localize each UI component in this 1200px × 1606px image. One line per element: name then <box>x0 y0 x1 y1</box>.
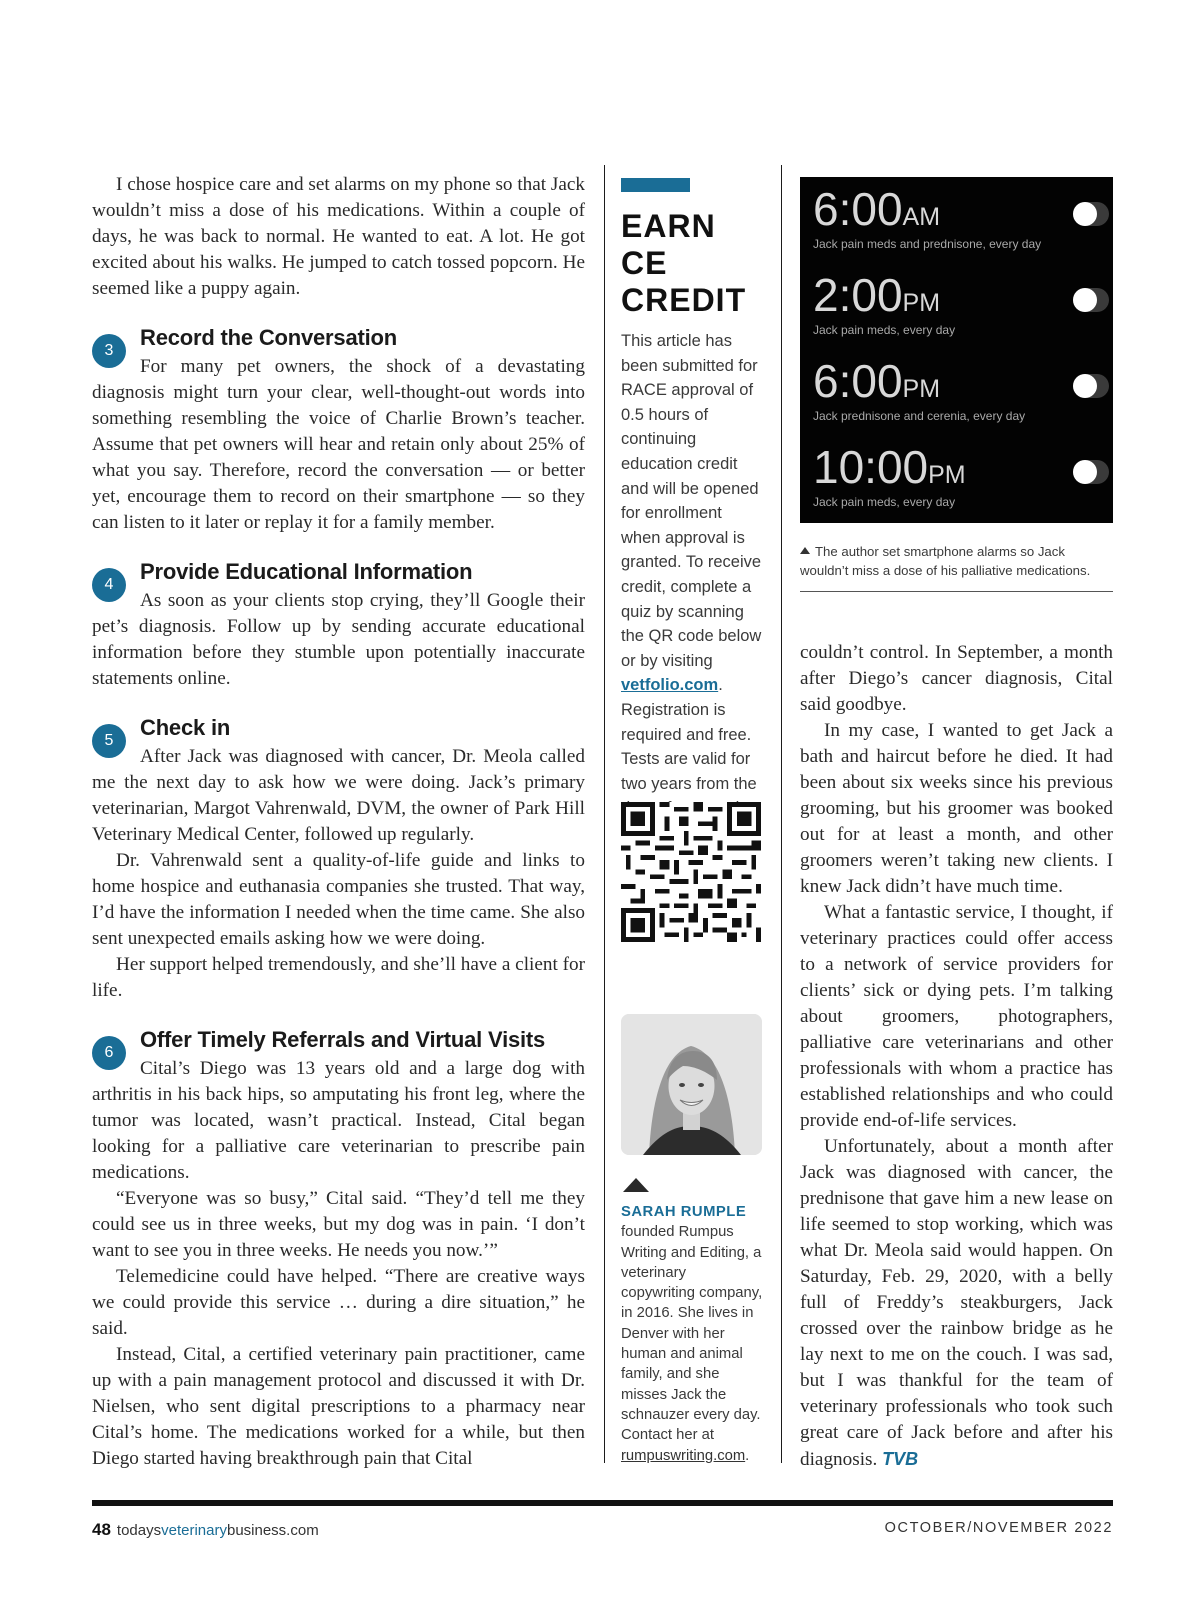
vetfolio-link[interactable]: vetfolio.com <box>621 676 719 695</box>
section-heading: Offer Timely Referrals and Virtual Visits <box>140 1027 546 1052</box>
image-caption <box>800 542 1113 580</box>
alarm-row <box>800 177 1113 263</box>
intro-paragraph: I chose hospice care and set alarms on my phone so that Jack wouldn’t miss a dose of his medications. Within a couple of days, he was back to normal. He wanted to eat. A lot. He got excited about his walks. He jumped to catch tossed popcorn. He seemed like a puppy again. <box>92 174 585 299</box>
section-record-conversation <box>92 324 585 536</box>
alarm-toggle <box>1073 288 1109 312</box>
section-number-badge: 4 <box>92 568 126 602</box>
page-number: 48 <box>92 1520 111 1539</box>
closing-paragraph-text: Unfortunately, about a month after Jack was diagnosed with cancer, the prednisone that gave him a new lease on life seemed to stop working, which was what Dr. Meola said would happen. On Saturday, Feb. 29, 2020, with a belly full of Freddy’s steakburgers, Jack crossed over the rainbow bridge as he lay next to me on the couch. I was sad, but I was thankful for the team of veterinary professionals who took such great care of Jack before and after his diagnosis. <box>800 1136 1113 1470</box>
author-bio <box>621 1202 764 1466</box>
left-column <box>92 172 585 1472</box>
alarm-ampm: PM <box>902 375 941 403</box>
author-portrait-image <box>621 1014 762 1155</box>
section-number-badge: 5 <box>92 724 126 758</box>
photo-pointer-arrow-icon <box>623 1178 649 1192</box>
caption-divider <box>800 591 1113 592</box>
ce-text-part: This article has been submitted for RACE approval of 0.5 hours of continuing education credit and will be opened for enrollment when approval is granted. To receive credit, complete a quiz by scanning the QR code below or by visiting <box>621 332 762 670</box>
alarm-label: Jack pain meds, every day <box>813 323 956 337</box>
alarm-time: 2:00 <box>813 269 903 321</box>
alarm-row <box>800 263 1113 349</box>
section-timely-referrals <box>92 1026 585 1472</box>
sidebar-title: EARN CE CREDIT <box>621 208 747 318</box>
body-paragraph: couldn’t control. In September, a month after Diego’s cancer diagnosis, Cital said goodbye. <box>800 642 1113 715</box>
body-paragraph: After Jack was diagnosed with cancer, Dr. Meola called me the next day to ask how we were doing. Jack’s primary veterinarian, Margot Vahrenwald, DVM, the owner of Park Hill Veterinary Medical Center, followed up regularly. <box>92 746 585 845</box>
body-paragraph: Cital’s Diego was 13 years old and a large dog with arthritis in his back hips, so amputating his front leg, where the tumor was located, wasn’t practical. Instead, Cital began looking for a palliative care veterinarian to prescribe pain medications. <box>92 1058 585 1183</box>
issue-date: OCTOBER/NOVEMBER 2022 <box>884 1520 1113 1536</box>
toggle-knob <box>1073 374 1097 398</box>
tvb-end-mark: TVB <box>882 1449 919 1469</box>
ce-text-part: . Registration is required and free. Tests are valid for two years from the <box>621 676 757 793</box>
section-heading: Record the Conversation <box>140 325 398 350</box>
alarm-row <box>800 435 1113 521</box>
author-bio-end: . <box>745 1447 750 1464</box>
ce-credit-sidebar <box>621 178 764 1464</box>
body-paragraph: Her support helped tremendously, and she’ll have a client for life. <box>92 954 585 1001</box>
ce-credit-text <box>621 329 764 821</box>
site-suffix: business.com <box>226 1522 319 1539</box>
body-paragraph: What a fantastic service, I thought, if veterinary practices could offer access to a network of service providers for clients’ sick or dying pets. I’m talking about groomers, photographers, palliative care veterinarians and other professionals with whom a practice has established relationships and who could provide end-of-life services. <box>800 902 1113 1131</box>
body-paragraph: Instead, Cital, a certified veterinary pain practitioner, came up with a pain management protocol and discussed it with Dr. Nielsen, who sent digital prescriptions to a pharmacy near Cital’s home. The medications worked for a while, but then Diego started having breakthrough pain that Cital <box>92 1344 585 1469</box>
right-column <box>800 640 1113 1473</box>
body-paragraph <box>800 1134 1113 1473</box>
body-paragraph: As soon as your clients stop crying, they’ll Google their pet’s diagnosis. Follow up by sending accurate educational information before they stumble upon potentially inaccurate statements online. <box>92 590 585 689</box>
phone-alarms-image <box>800 177 1113 523</box>
caption-arrow-icon <box>800 547 810 554</box>
alarm-time: 10:00 <box>813 441 929 493</box>
section-number-badge: 3 <box>92 334 126 368</box>
alarm-time: 6:00 <box>813 183 903 235</box>
body-paragraph: “Everyone was so busy,” Cital said. “They’d tell me they could see us in three weeks, but my dog was in pain. ‘I don’t want to see you in three weeks. He needs you now.’” <box>92 1188 585 1261</box>
footer-page-info <box>92 1520 319 1540</box>
author-name: SARAH RUMPLE <box>621 1204 747 1220</box>
alarm-row <box>800 349 1113 435</box>
section-heading: Check in <box>140 715 231 740</box>
body-paragraph: Dr. Vahrenwald sent a quality-of-life guide and links to home hospice and euthanasia companies she trusted. That way, I’d have the information I needed when the time came. She also sent unexpected emails asking how we were doing. <box>92 850 585 949</box>
caption-text: The author set smartphone alarms so Jack wouldn’t miss a dose of his palliative medications. <box>800 544 1091 578</box>
author-bio-text: founded Rumpus Writing and Editing, a veterinary copywriting company, in 2016. She lives in Denver with her human and animal family, and she misses Jack the schnauzer every day. Contact her at <box>621 1224 763 1444</box>
toggle-knob <box>1073 202 1097 226</box>
site-mid: veterinary <box>161 1522 227 1539</box>
alarm-label: Jack pain meds, every day <box>813 495 956 509</box>
toggle-knob <box>1073 288 1097 312</box>
alarm-label: Jack prednisone and cerenia, every day <box>813 409 1026 423</box>
alarm-label: Jack pain meds and prednisone, every day <box>813 237 1042 251</box>
author-website-link[interactable]: rumpuswriting.com <box>621 1447 746 1464</box>
qr-code[interactable] <box>621 802 761 942</box>
alarm-toggle <box>1073 460 1109 484</box>
alarm-toggle <box>1073 374 1109 398</box>
alarm-ampm: PM <box>928 461 966 489</box>
column-divider <box>604 165 605 1463</box>
accent-bar <box>621 178 690 192</box>
section-educational-information <box>92 558 585 692</box>
body-paragraph: Telemedicine could have helped. “There are creative ways we could provide this service … during a dire situation,” he said. <box>92 1266 585 1339</box>
section-number-badge: 6 <box>92 1036 126 1070</box>
toggle-knob <box>1073 460 1097 484</box>
alarm-ampm: PM <box>902 289 941 317</box>
site-prefix: todays <box>116 1522 162 1539</box>
author-photo <box>621 1014 762 1155</box>
alarm-toggle <box>1073 202 1109 226</box>
section-heading: Provide Educational Information <box>140 559 473 584</box>
column-divider <box>781 165 782 1463</box>
section-check-in <box>92 714 585 1004</box>
body-paragraph: For many pet owners, the shock of a devastating diagnosis might turn your clear, well-thought-out words into something resembling the voice of Charlie Brown’s teacher. Assume that pet owners will hear and retain only about 25% of what you say. Therefore, record the conversation — or better yet, encourage them to record on their smartphone — so they can listen to it later or replay it for a family member. <box>92 356 585 533</box>
body-paragraph: In my case, I wanted to get Jack a bath and haircut before he died. It had been about six weeks since his previous grooming, but his groomer was booked out for at least a month, and other groomers weren’t taking new clients. I knew Jack didn’t have much time. <box>800 720 1113 897</box>
alarm-ampm: AM <box>902 203 941 231</box>
alarm-time: 6:00 <box>813 355 903 407</box>
footer-rule <box>92 1500 1113 1506</box>
